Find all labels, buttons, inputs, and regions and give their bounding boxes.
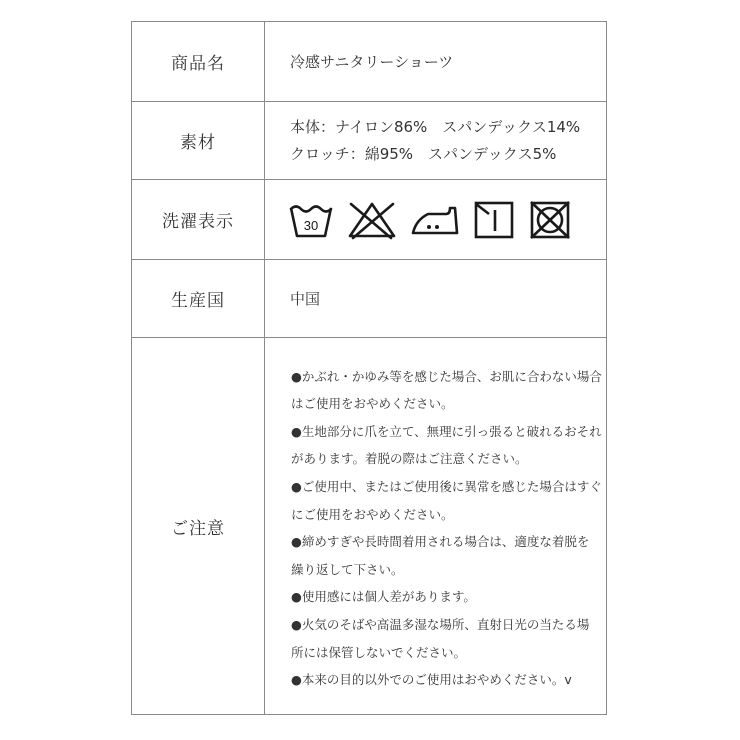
product-name-value: 冷感サニタリーショーツ [265, 22, 607, 102]
notes-line: にご使用をおやめください。 [291, 506, 454, 522]
material-line-body: 本体：ナイロン86% スパンデックス14% [290, 117, 581, 136]
notes-cell [265, 338, 607, 715]
notes-line: 所には保管しないでください。 [291, 644, 467, 660]
notes-line: ●かぶれ・かゆみ等を感じた場合、お肌に合わない場合 [291, 368, 602, 384]
notes-list [290, 359, 606, 694]
product-name-label: 商品名 [132, 22, 265, 102]
care-icons-cell [265, 180, 607, 260]
row-product-name [132, 22, 607, 102]
row-material [132, 102, 607, 180]
origin-value: 中国 [265, 260, 607, 338]
notes-line: ●締めすぎや長時間着用される場合は、適度な着脱を [291, 534, 590, 550]
notes-line: はご使用をおやめください。 [291, 396, 454, 412]
product-spec-table [131, 21, 607, 715]
wash-temperature: 30 [303, 217, 319, 233]
row-notes [132, 338, 607, 715]
no-bleach-icon [347, 200, 397, 240]
notes-label: ご注意 [132, 338, 265, 715]
material-label: 素材 [132, 102, 265, 180]
notes-line: ●本来の目的以外でのご使用はおやめください。v [291, 672, 572, 688]
material-value [265, 102, 607, 180]
row-origin [132, 260, 607, 338]
notes-line: ●使用感には個人差があります。 [291, 589, 476, 605]
care-label: 洗濯表示 [132, 180, 265, 260]
origin-label: 生産国 [132, 260, 265, 338]
row-care [132, 180, 607, 260]
no-tumble-dry-icon [528, 200, 572, 240]
line-dry-icon [473, 200, 515, 240]
notes-line: ●生地部分に爪を立て、無理に引っ張ると破れるおそれ [291, 423, 602, 439]
notes-line: ●火気のそばや高温多湿な場所、直射日光の当たる場 [291, 617, 590, 632]
care-icons [288, 200, 606, 240]
notes-line: ●ご使用中、またはご使用後に異常を感じた場合はすぐ [291, 479, 602, 495]
wash-30-icon [288, 200, 334, 240]
notes-line: があります。着脱の際はご注意ください。 [291, 451, 528, 467]
iron-low-icon [410, 200, 460, 240]
notes-line: 繰り返して下さい。 [291, 561, 404, 577]
material-line-crotch: クロッチ：綿95% スパンデックス5% [290, 144, 557, 163]
